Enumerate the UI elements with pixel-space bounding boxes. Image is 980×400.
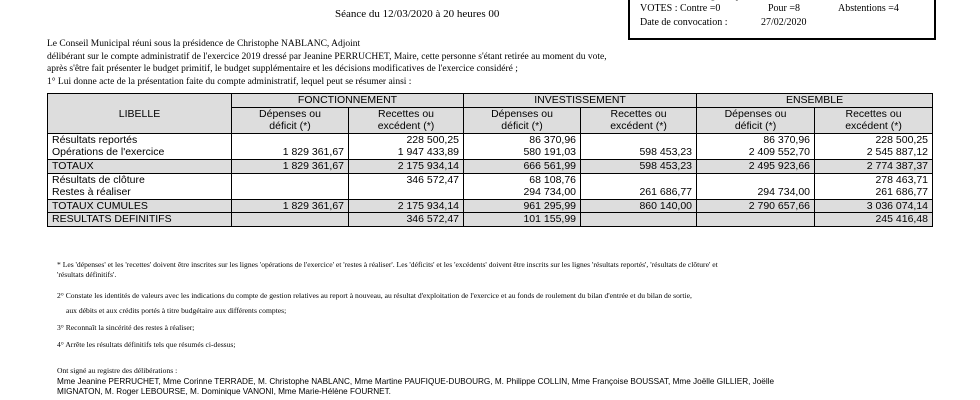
signatories-line: MIGNATON, M. Roger LEBOURSE, M. Dominique VANONI, Mme Marie-Hélène FOURNET. [57,387,391,396]
subheader-deficit: déficit (*) [232,120,349,133]
table-cell: 346 572,47 [349,173,464,186]
item-4: 4° Arrête les résultats définitifs tels que résumés ci-dessus; [57,340,236,349]
table-row [48,199,933,213]
table-cell: 666 561,99 [464,159,581,173]
table-cell: 101 155,99 [464,213,581,227]
row-label: TOTAUX CUMULES [48,199,232,213]
table-cell [232,213,349,227]
subheader-recettes: Recettes ou [349,107,464,120]
table-row [48,159,933,173]
signatories-line: Mme Jeanine PERRUCHET, Mme Corinne TERRADE, M. Christophe NABLANC, Mme Martine PAUFIQUE-DUBOURG, M. Philippe COLLIN, Mme Françoise BOUSSAT, Mme Joëlle GILLIER, Joëlle [57,377,775,386]
table-cell [697,213,815,227]
table-cell: 86 370,96 [697,133,815,146]
table-cell [232,173,349,186]
subheader-excedent: excédent (*) [581,120,697,133]
table-row [48,213,933,227]
footnote-line: 'résultats définitifs'. [57,270,117,279]
item-3: 3° Reconnaît la sincérité des restes à réaliser; [57,323,195,332]
convocation-date: 27/02/2020 [761,17,807,28]
intro-line: délibérant sur le compte administratif de l'exercice 2019 dressé par Jeanine PERRUCHET, Maire, cette personne s'étant retirée au moment du vote, [47,51,607,62]
suffrages-line [640,0,781,1]
intro-line: 1° Lui donne acte de la présentation faite du compte administratif, lequel peut se résumer ainsi : [47,76,412,87]
row-label: Opérations de l'exercice [48,146,232,159]
convocation-label: Date de convocation : [640,17,728,28]
group-header-ensemble: ENSEMBLE [697,94,933,108]
signatories [57,377,774,397]
table-cell: 228 500,25 [349,133,464,146]
votes-label: VOTES : Contre [640,3,708,14]
subheader-deficit: déficit (*) [464,120,581,133]
table-cell: 1 947 433,89 [349,146,464,159]
table-row [48,146,933,159]
table-cell: 1 829 361,67 [232,146,349,159]
compte-administratif-table [47,93,933,227]
intro-line: Le Conseil Municipal réuni sous la présidence de Christophe NABLANC, Adjoint [47,39,361,49]
intro-line: après s'être fait présenter le budget primitif, le budget supplémentaire et les décisions modificatives de l'exercice considéré ; [47,64,518,75]
table-cell: 2 175 934,14 [349,159,464,173]
table-cell: 261 686,77 [581,186,697,199]
footnote-line: * Les 'dépenses' et les 'recettes' doivent être inscrites sur les lignes 'opérations de l'exercice' et 'restes à réaliser'. Les 'déficits' et les 'excédents' doivent être inscrits sur les lignes 'résultats reportés', 'résultats de clôture' et [57,260,718,269]
table-row [48,186,933,199]
table-cell: 2 774 387,37 [815,159,933,173]
table-cell: 245 416,48 [815,213,933,227]
row-label: Résultats reportés [48,133,232,146]
row-label: RESULTATS DEFINITIFS [48,213,232,227]
table-cell [232,133,349,146]
subheader-depenses: Dépenses ou [464,107,581,120]
contre-value: =0 [709,3,721,14]
table-cell: 860 140,00 [581,199,697,213]
table-cell: 3 036 074,14 [815,199,933,213]
group-header-investissement: INVESTISSEMENT [464,94,697,108]
table-cell: 294 734,00 [464,186,581,199]
subheader-recettes: Recettes ou [815,107,933,120]
table-cell: 2 175 934,14 [349,199,464,213]
table-cell: 278 463,71 [815,173,933,186]
table-cell: 2 545 887,12 [815,146,933,159]
row-label: Restes à réaliser [48,186,232,199]
table-cell: 961 295,99 [464,199,581,213]
table-cell: 598 453,23 [581,159,697,173]
row-label: Résultats de clôture [48,173,232,186]
abstentions-value: Abstentions =4 [838,3,899,14]
footnotes [57,260,718,280]
subheader-depenses: Dépenses ou [232,107,349,120]
table-cell [581,133,697,146]
table-cell: 294 734,00 [697,186,815,199]
table-cell [581,173,697,186]
item-2-line-1: 2° Constate les identités de valeurs avec les indications du compte de gestion relatives au report à nouveau, au résultat d'exploitation de l'exercice et au fonds de roulement du bilan d'entrée et du bilan de sortie, [57,291,692,300]
subheader-recettes: Recettes ou [581,107,697,120]
table-cell: 2 495 923,66 [697,159,815,173]
table-cell: 580 191,03 [464,146,581,159]
row-label: TOTAUX [48,159,232,173]
signed-label: Ont signé au registre des délibérations : [57,366,178,375]
table-cell [349,186,464,199]
table-cell: 261 686,77 [815,186,933,199]
vote-summary-box [628,0,936,40]
table-cell [697,173,815,186]
libelle-header: LIBELLE [48,94,232,134]
subheader-depenses: Dépenses ou [697,107,815,120]
table-cell: 68 108,76 [464,173,581,186]
table-cell: 1 829 361,67 [232,159,349,173]
subheader-excedent: excédent (*) [349,120,464,133]
pour-value: Pour =8 [768,3,801,14]
table-cell [232,186,349,199]
table-cell [581,213,697,227]
table-row [48,173,933,186]
table-cell: 86 370,96 [464,133,581,146]
item-2-line-2: aux débits et aux crédits portés à titre budgétaire aux différents comptes; [66,306,287,315]
intro-text [47,38,607,88]
group-header-fonctionnement: FONCTIONNEMENT [232,94,464,108]
subheader-excedent: excédent (*) [815,120,933,133]
table-cell: 598 453,23 [581,146,697,159]
subheader-deficit: déficit (*) [697,120,815,133]
table-cell: 2 409 552,70 [697,146,815,159]
seance-date: Séance du 12/03/2020 à 20 heures 00 [335,8,500,20]
table-cell: 1 829 361,67 [232,199,349,213]
table-cell: 228 500,25 [815,133,933,146]
table-cell: 346 572,47 [349,213,464,227]
table-cell: 2 790 657,66 [697,199,815,213]
table-row [48,133,933,146]
votes-contre [640,3,720,14]
